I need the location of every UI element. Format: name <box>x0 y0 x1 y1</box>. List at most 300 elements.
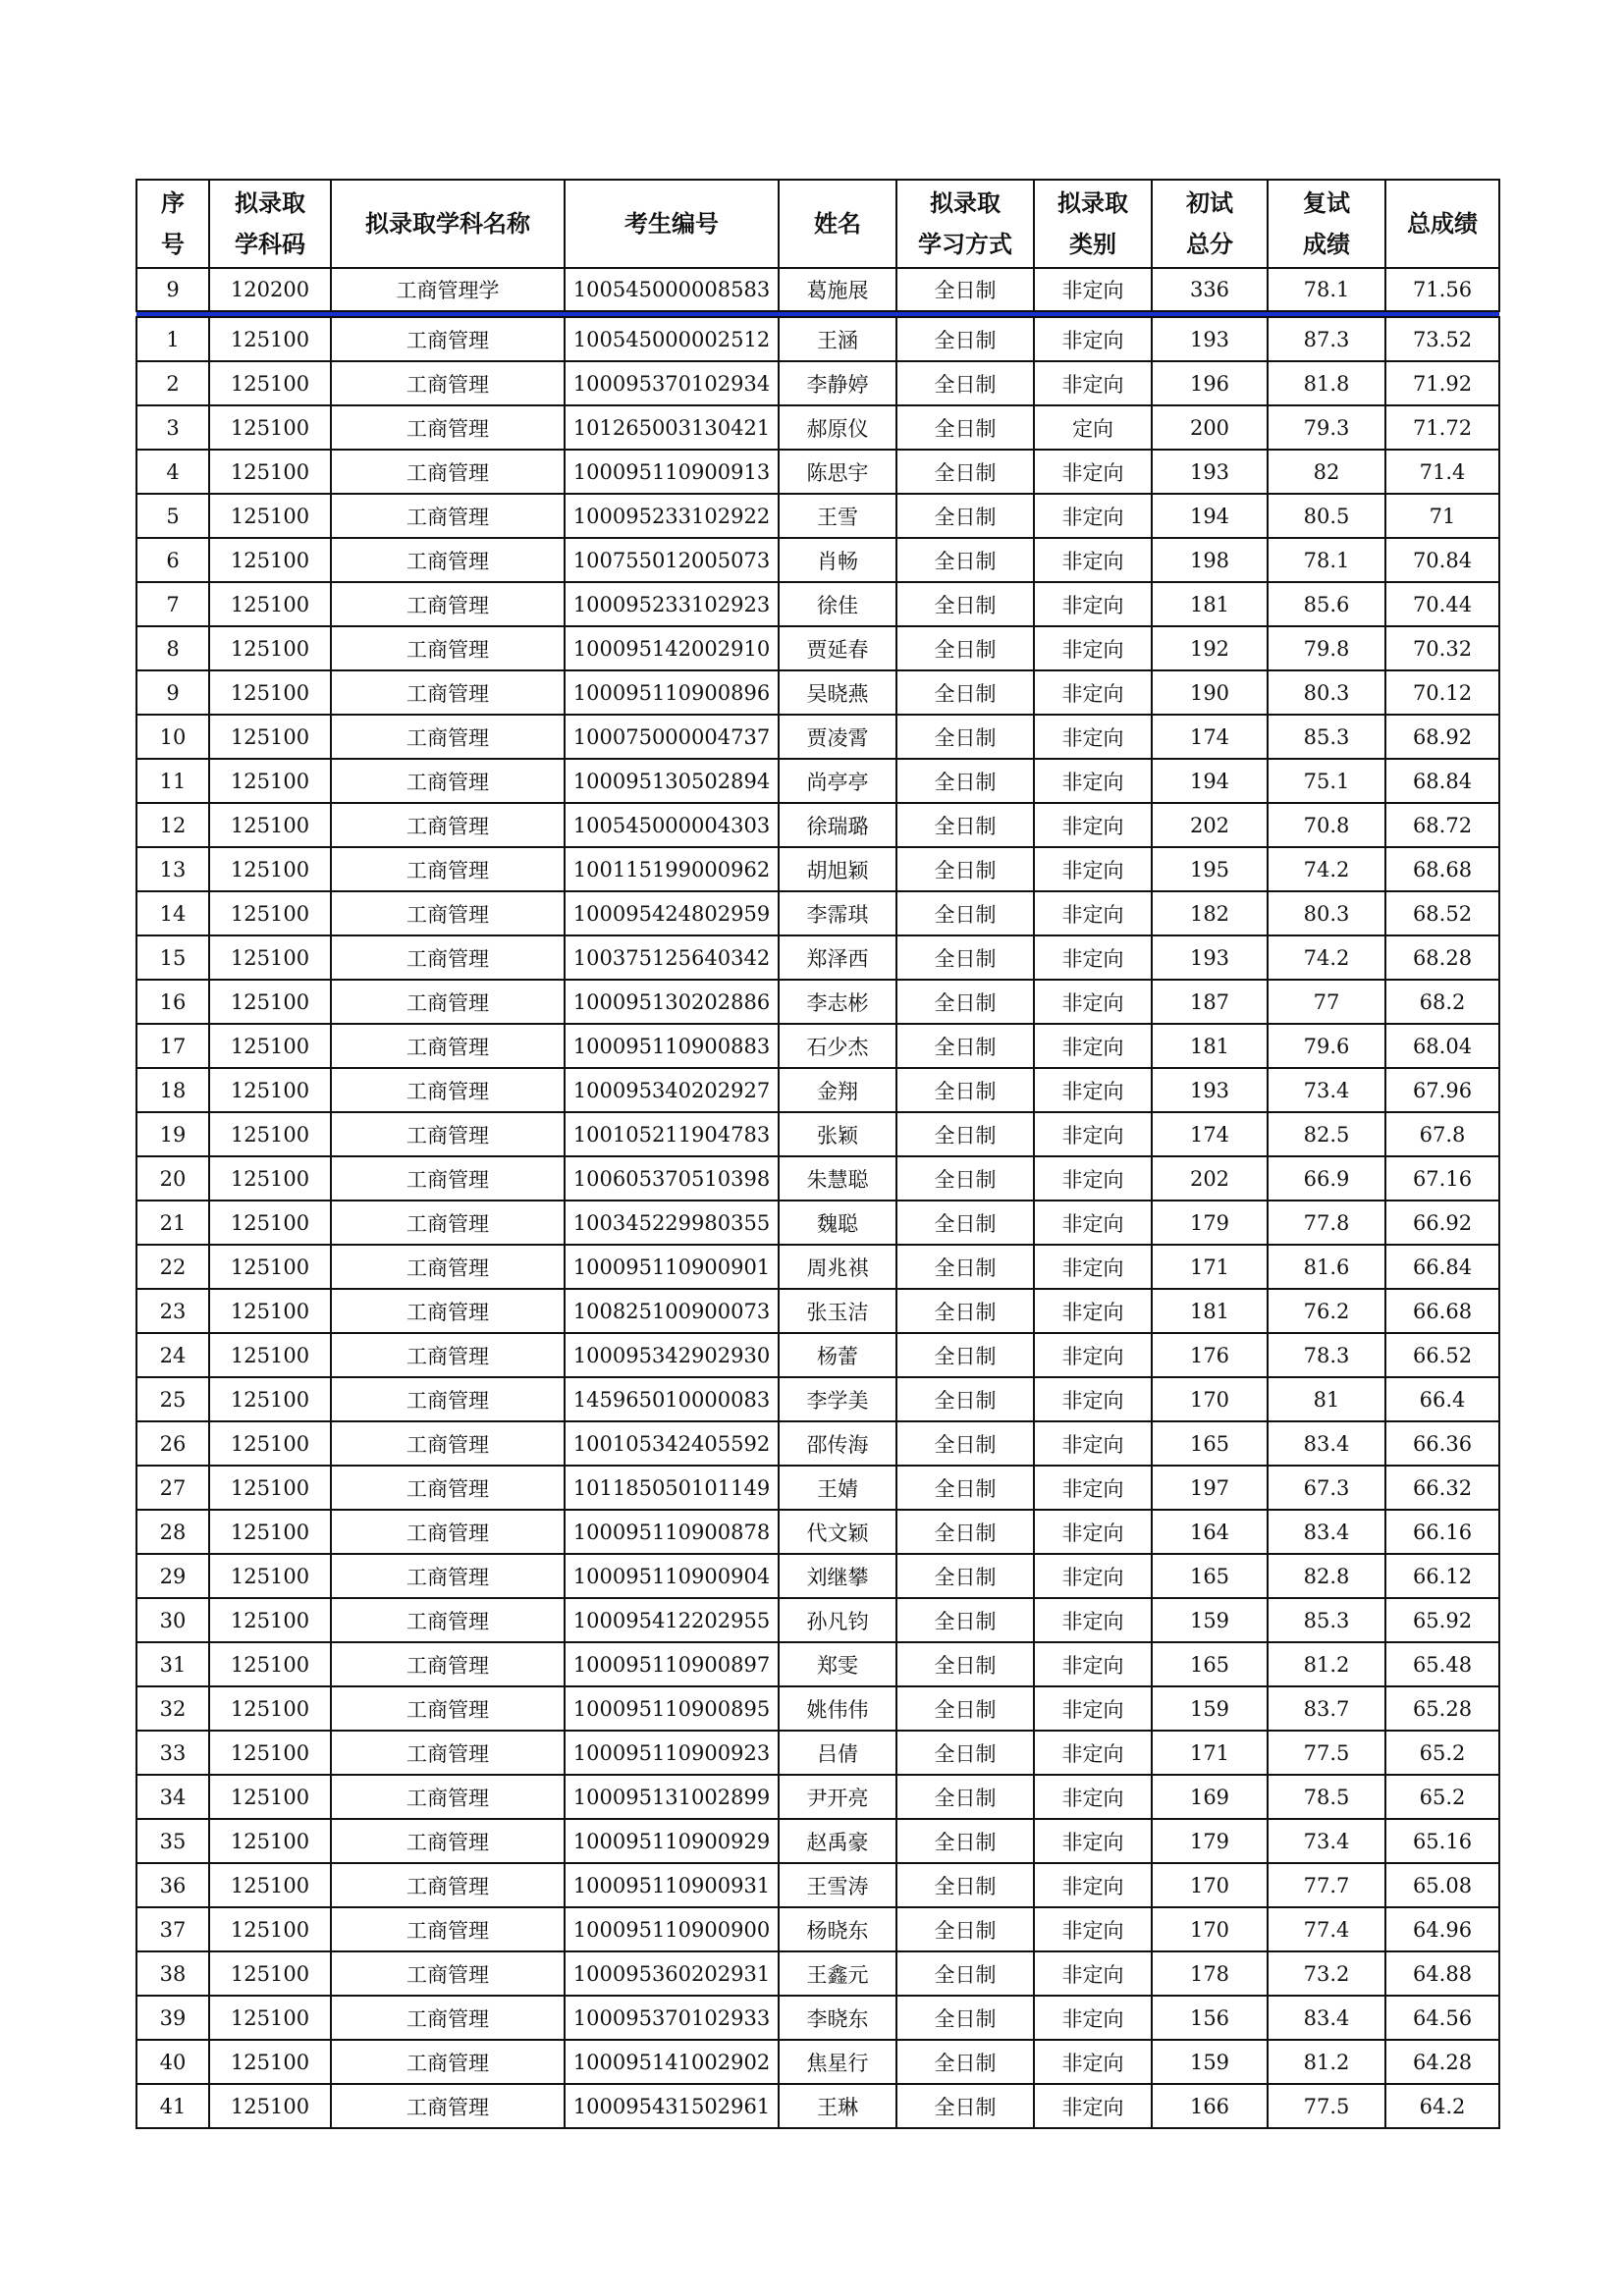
cell-name: 石少杰 <box>779 1024 896 1068</box>
cell-seq: 30 <box>136 1598 209 1642</box>
cell-name: 王涵 <box>779 317 896 361</box>
header-line: 拟录取 <box>1057 188 1128 217</box>
table-row <box>136 450 1499 494</box>
cell-name: 邵传海 <box>779 1421 896 1466</box>
cell-subject-code: 125100 <box>209 1421 331 1466</box>
table-row <box>136 1951 1499 1996</box>
cell-subject-code: 125100 <box>209 847 331 891</box>
cell-subject-code: 125100 <box>209 1510 331 1554</box>
cell-seq: 40 <box>136 2040 209 2084</box>
cell-total-score: 66.84 <box>1385 1245 1499 1289</box>
cell-total-score: 68.84 <box>1385 759 1499 803</box>
cell-total-score: 65.2 <box>1385 1731 1499 1775</box>
cell-initial-total: 202 <box>1152 1156 1268 1201</box>
cell-subject-code: 125100 <box>209 1201 331 1245</box>
cell-total-score: 68.68 <box>1385 847 1499 891</box>
cell-candidate-id: 100095110900900 <box>565 1907 779 1951</box>
cell-name: 贾延春 <box>779 626 896 670</box>
cell-retest-score: 73.4 <box>1268 1819 1385 1863</box>
cell-candidate-id: 100095110900878 <box>565 1510 779 1554</box>
cell-study-mode: 全日制 <box>896 626 1034 670</box>
cell-seq: 4 <box>136 450 209 494</box>
table-row <box>136 1510 1499 1554</box>
cell-retest-score: 81 <box>1268 1377 1385 1421</box>
table-row <box>136 847 1499 891</box>
cell-seq: 34 <box>136 1775 209 1819</box>
cell-candidate-id: 100095233102923 <box>565 582 779 626</box>
cell-initial-total: 174 <box>1152 1112 1268 1156</box>
cell-subject-name: 工商管理 <box>331 1466 565 1510</box>
table-row <box>136 1201 1499 1245</box>
cell-initial-total: 179 <box>1152 1819 1268 1863</box>
cell-subject-name: 工商管理 <box>331 2084 565 2128</box>
cell-name: 李志彬 <box>779 980 896 1024</box>
cell-study-mode: 全日制 <box>896 1686 1034 1731</box>
cell-initial-total: 197 <box>1152 1466 1268 1510</box>
cell-retest-score: 85.6 <box>1268 582 1385 626</box>
cell-category: 非定向 <box>1034 1289 1152 1333</box>
cell-seq: 39 <box>136 1996 209 2040</box>
cell-subject-code: 125100 <box>209 891 331 935</box>
cell-initial-total: 159 <box>1152 1686 1268 1731</box>
cell-category: 非定向 <box>1034 1333 1152 1377</box>
cell-initial-total: 193 <box>1152 317 1268 361</box>
cell-seq: 22 <box>136 1245 209 1289</box>
cell-name: 胡旭颖 <box>779 847 896 891</box>
cell-study-mode: 全日制 <box>896 1156 1034 1201</box>
cell-retest-score: 75.1 <box>1268 759 1385 803</box>
cell-subject-name: 工商管理 <box>331 1686 565 1731</box>
cell-study-mode: 全日制 <box>896 1289 1034 1333</box>
cell-seq: 33 <box>136 1731 209 1775</box>
cell-candidate-id: 100375125640342 <box>565 935 779 980</box>
cell-candidate-id: 100075000004737 <box>565 715 779 759</box>
table-row <box>136 2040 1499 2084</box>
cell-total-score: 70.32 <box>1385 626 1499 670</box>
cell-subject-name: 工商管理 <box>331 1996 565 2040</box>
cell-subject-name: 工商管理 <box>331 935 565 980</box>
cell-study-mode: 全日制 <box>896 1510 1034 1554</box>
cell-category: 非定向 <box>1034 2040 1152 2084</box>
cell-subject-code: 125100 <box>209 1731 331 1775</box>
cell-name: 王雪 <box>779 494 896 538</box>
cell-retest-score: 74.2 <box>1268 935 1385 980</box>
cell-total-score: 66.36 <box>1385 1421 1499 1466</box>
cell-retest-score: 79.6 <box>1268 1024 1385 1068</box>
cell-subject-name: 工商管理 <box>331 1731 565 1775</box>
cell-candidate-id: 100095110900931 <box>565 1863 779 1907</box>
cell-total-score: 71.72 <box>1385 405 1499 450</box>
cell-subject-name: 工商管理 <box>331 1156 565 1201</box>
cell-category: 非定向 <box>1034 1201 1152 1245</box>
cell-seq: 25 <box>136 1377 209 1421</box>
cell-study-mode: 全日制 <box>896 1996 1034 2040</box>
cell-subject-code: 125100 <box>209 582 331 626</box>
cell-total-score: 65.08 <box>1385 1863 1499 1907</box>
header-initial-total <box>1152 180 1268 268</box>
cell-study-mode: 全日制 <box>896 1333 1034 1377</box>
cell-name: 焦星行 <box>779 2040 896 2084</box>
cell-total-score: 67.8 <box>1385 1112 1499 1156</box>
cell-seq: 29 <box>136 1554 209 1598</box>
cell-seq: 26 <box>136 1421 209 1466</box>
cell-category: 非定向 <box>1034 1907 1152 1951</box>
cell-seq: 20 <box>136 1156 209 1201</box>
cell-subject-name: 工商管理 <box>331 538 565 582</box>
cell-seq: 36 <box>136 1863 209 1907</box>
cell-subject-name: 工商管理 <box>331 626 565 670</box>
cell-initial-total: 176 <box>1152 1333 1268 1377</box>
cell-candidate-id: 100545000008583 <box>565 268 779 311</box>
cell-candidate-id: 100095110900913 <box>565 450 779 494</box>
cell-subject-name: 工商管理 <box>331 1421 565 1466</box>
cell-subject-code: 125100 <box>209 1642 331 1686</box>
cell-subject-code: 125100 <box>209 670 331 715</box>
cell-retest-score: 74.2 <box>1268 847 1385 891</box>
cell-category: 非定向 <box>1034 1554 1152 1598</box>
cell-seq: 14 <box>136 891 209 935</box>
cell-study-mode: 全日制 <box>896 891 1034 935</box>
cell-subject-code: 120200 <box>209 268 331 311</box>
cell-candidate-id: 100095431502961 <box>565 2084 779 2128</box>
cell-seq: 37 <box>136 1907 209 1951</box>
cell-initial-total: 174 <box>1152 715 1268 759</box>
cell-subject-code: 125100 <box>209 1289 331 1333</box>
cell-candidate-id: 100095141002902 <box>565 2040 779 2084</box>
cell-candidate-id: 100105342405592 <box>565 1421 779 1466</box>
table-row <box>136 1863 1499 1907</box>
cell-candidate-id: 100095110900895 <box>565 1686 779 1731</box>
cell-total-score: 71 <box>1385 494 1499 538</box>
cell-candidate-id: 100095412202955 <box>565 1598 779 1642</box>
cell-subject-code: 125100 <box>209 538 331 582</box>
cell-retest-score: 81.6 <box>1268 1245 1385 1289</box>
cell-seq: 2 <box>136 361 209 405</box>
cell-name: 葛施展 <box>779 268 896 311</box>
cell-name: 郑泽西 <box>779 935 896 980</box>
cell-seq: 35 <box>136 1819 209 1863</box>
cell-total-score: 68.28 <box>1385 935 1499 980</box>
cell-category: 非定向 <box>1034 670 1152 715</box>
cell-total-score: 64.56 <box>1385 1996 1499 2040</box>
cell-seq: 32 <box>136 1686 209 1731</box>
cell-subject-name: 工商管理 <box>331 1024 565 1068</box>
cell-retest-score: 70.8 <box>1268 803 1385 847</box>
cell-initial-total: 170 <box>1152 1377 1268 1421</box>
cell-initial-total: 194 <box>1152 494 1268 538</box>
cell-study-mode: 全日制 <box>896 268 1034 311</box>
cell-candidate-id: 100605370510398 <box>565 1156 779 1201</box>
cell-retest-score: 83.4 <box>1268 1510 1385 1554</box>
cell-retest-score: 81.2 <box>1268 1642 1385 1686</box>
cell-name: 金翔 <box>779 1068 896 1112</box>
cell-name: 吕倩 <box>779 1731 896 1775</box>
cell-initial-total: 159 <box>1152 1598 1268 1642</box>
cell-total-score: 64.28 <box>1385 2040 1499 2084</box>
cell-category: 非定向 <box>1034 450 1152 494</box>
table-row <box>136 935 1499 980</box>
cell-retest-score: 78.5 <box>1268 1775 1385 1819</box>
table-row <box>136 361 1499 405</box>
cell-candidate-id: 100545000002512 <box>565 317 779 361</box>
cell-retest-score: 87.3 <box>1268 317 1385 361</box>
cell-category: 非定向 <box>1034 1996 1152 2040</box>
cell-candidate-id: 100345229980355 <box>565 1201 779 1245</box>
cell-name: 王琳 <box>779 2084 896 2128</box>
cell-study-mode: 全日制 <box>896 1598 1034 1642</box>
cell-initial-total: 198 <box>1152 538 1268 582</box>
cell-study-mode: 全日制 <box>896 1731 1034 1775</box>
cell-subject-name: 工商管理 <box>331 450 565 494</box>
cell-study-mode: 全日制 <box>896 405 1034 450</box>
cell-retest-score: 83.4 <box>1268 1996 1385 2040</box>
table-row <box>136 1421 1499 1466</box>
cell-category: 非定向 <box>1034 1421 1152 1466</box>
cell-retest-score: 77.5 <box>1268 2084 1385 2128</box>
cell-candidate-id: 100105211904783 <box>565 1112 779 1156</box>
cell-name: 王雪涛 <box>779 1863 896 1907</box>
cell-retest-score: 82.5 <box>1268 1112 1385 1156</box>
cell-candidate-id: 100095110900923 <box>565 1731 779 1775</box>
cell-subject-name: 工商管理 <box>331 1951 565 1996</box>
cell-subject-code: 125100 <box>209 1907 331 1951</box>
cell-name: 李静婷 <box>779 361 896 405</box>
cell-subject-code: 125100 <box>209 1377 331 1421</box>
cell-retest-score: 66.9 <box>1268 1156 1385 1201</box>
cell-initial-total: 182 <box>1152 891 1268 935</box>
cell-subject-code: 125100 <box>209 1554 331 1598</box>
admission-table <box>135 179 1500 2129</box>
cell-category: 非定向 <box>1034 1686 1152 1731</box>
cell-initial-total: 181 <box>1152 1289 1268 1333</box>
header-line: 拟录取 <box>930 188 1001 217</box>
cell-category: 非定向 <box>1034 582 1152 626</box>
cell-retest-score: 81.2 <box>1268 2040 1385 2084</box>
cell-initial-total: 170 <box>1152 1863 1268 1907</box>
header-subject-code <box>209 180 331 268</box>
cell-candidate-id: 100115199000962 <box>565 847 779 891</box>
cell-candidate-id: 101265003130421 <box>565 405 779 450</box>
cell-study-mode: 全日制 <box>896 1775 1034 1819</box>
cell-name: 徐佳 <box>779 582 896 626</box>
cell-total-score: 66.16 <box>1385 1510 1499 1554</box>
cell-seq: 19 <box>136 1112 209 1156</box>
cell-candidate-id: 100095342902930 <box>565 1333 779 1377</box>
table-row <box>136 1024 1499 1068</box>
cell-seq: 11 <box>136 759 209 803</box>
cell-candidate-id: 100095130502894 <box>565 759 779 803</box>
cell-category: 非定向 <box>1034 1598 1152 1642</box>
cell-study-mode: 全日制 <box>896 980 1034 1024</box>
header-category <box>1034 180 1152 268</box>
table-row <box>136 1598 1499 1642</box>
cell-subject-code: 125100 <box>209 1996 331 2040</box>
cell-seq: 15 <box>136 935 209 980</box>
cell-category: 非定向 <box>1034 538 1152 582</box>
header-line: 号 <box>161 230 185 258</box>
cell-candidate-id: 100095131002899 <box>565 1775 779 1819</box>
cell-retest-score: 83.7 <box>1268 1686 1385 1731</box>
cell-category: 非定向 <box>1034 1775 1152 1819</box>
cell-subject-code: 125100 <box>209 2084 331 2128</box>
cell-subject-code: 125100 <box>209 935 331 980</box>
cell-candidate-id: 100095370102934 <box>565 361 779 405</box>
cell-study-mode: 全日制 <box>896 538 1034 582</box>
cell-subject-code: 125100 <box>209 1024 331 1068</box>
table-body <box>136 268 1499 2128</box>
table-row <box>136 405 1499 450</box>
cell-category: 非定向 <box>1034 935 1152 980</box>
cell-seq: 28 <box>136 1510 209 1554</box>
cell-retest-score: 82 <box>1268 450 1385 494</box>
cell-study-mode: 全日制 <box>896 1377 1034 1421</box>
cell-name: 朱慧聪 <box>779 1156 896 1201</box>
header-seq <box>136 180 209 268</box>
cell-category: 非定向 <box>1034 2084 1152 2128</box>
cell-subject-code: 125100 <box>209 1068 331 1112</box>
cell-subject-code: 125100 <box>209 1863 331 1907</box>
table-row <box>136 626 1499 670</box>
cell-initial-total: 200 <box>1152 405 1268 450</box>
cell-total-score: 66.32 <box>1385 1466 1499 1510</box>
table-row <box>136 1731 1499 1775</box>
cell-initial-total: 187 <box>1152 980 1268 1024</box>
cell-seq: 21 <box>136 1201 209 1245</box>
cell-name: 吴晓燕 <box>779 670 896 715</box>
cell-subject-name: 工商管理 <box>331 1554 565 1598</box>
cell-subject-name: 工商管理 <box>331 317 565 361</box>
cell-candidate-id: 100755012005073 <box>565 538 779 582</box>
cell-subject-name: 工商管理 <box>331 1819 565 1863</box>
cell-subject-code: 125100 <box>209 980 331 1024</box>
header-subject-name <box>331 180 565 268</box>
cell-subject-code: 125100 <box>209 317 331 361</box>
cell-seq: 16 <box>136 980 209 1024</box>
cell-category: 非定向 <box>1034 891 1152 935</box>
cell-category: 非定向 <box>1034 759 1152 803</box>
cell-subject-name: 工商管理 <box>331 1245 565 1289</box>
cell-name: 魏聪 <box>779 1201 896 1245</box>
cell-subject-name: 工商管理 <box>331 1642 565 1686</box>
cell-initial-total: 165 <box>1152 1554 1268 1598</box>
cell-retest-score: 85.3 <box>1268 715 1385 759</box>
cell-subject-code: 125100 <box>209 1156 331 1201</box>
cell-name: 肖畅 <box>779 538 896 582</box>
cell-category: 非定向 <box>1034 1466 1152 1510</box>
cell-name: 刘继攀 <box>779 1554 896 1598</box>
cell-candidate-id: 100825100900073 <box>565 1289 779 1333</box>
table-row <box>136 538 1499 582</box>
header-line: 类别 <box>1069 230 1116 258</box>
cell-total-score: 65.92 <box>1385 1598 1499 1642</box>
table-row <box>136 1642 1499 1686</box>
cell-initial-total: 169 <box>1152 1775 1268 1819</box>
cell-subject-name: 工商管理 <box>331 1598 565 1642</box>
cell-category: 非定向 <box>1034 268 1152 311</box>
cell-retest-score: 79.3 <box>1268 405 1385 450</box>
cell-subject-name: 工商管理 <box>331 759 565 803</box>
cell-retest-score: 76.2 <box>1268 1289 1385 1333</box>
cell-initial-total: 165 <box>1152 1421 1268 1466</box>
cell-retest-score: 73.4 <box>1268 1068 1385 1112</box>
cell-initial-total: 195 <box>1152 847 1268 891</box>
cell-initial-total: 171 <box>1152 1245 1268 1289</box>
cell-subject-code: 125100 <box>209 450 331 494</box>
cell-candidate-id: 100095110900904 <box>565 1554 779 1598</box>
cell-category: 非定向 <box>1034 715 1152 759</box>
cell-subject-name: 工商管理 <box>331 494 565 538</box>
cell-candidate-id: 100095110900896 <box>565 670 779 715</box>
cell-seq: 23 <box>136 1289 209 1333</box>
cell-study-mode: 全日制 <box>896 1819 1034 1863</box>
cell-name: 王婧 <box>779 1466 896 1510</box>
cell-subject-name: 工商管理 <box>331 1510 565 1554</box>
cell-total-score: 68.92 <box>1385 715 1499 759</box>
cell-subject-name: 工商管理 <box>331 1333 565 1377</box>
cell-retest-score: 77.5 <box>1268 1731 1385 1775</box>
cell-study-mode: 全日制 <box>896 1863 1034 1907</box>
cell-retest-score: 77.7 <box>1268 1863 1385 1907</box>
cell-total-score: 71.56 <box>1385 268 1499 311</box>
cell-category: 非定向 <box>1034 1377 1152 1421</box>
cell-subject-name: 工商管理 <box>331 405 565 450</box>
table-row <box>136 1907 1499 1951</box>
cell-subject-name: 工商管理 <box>331 1863 565 1907</box>
cell-initial-total: 156 <box>1152 1996 1268 2040</box>
table-row <box>136 803 1499 847</box>
cell-name: 姚伟伟 <box>779 1686 896 1731</box>
table-row <box>136 980 1499 1024</box>
cell-candidate-id: 100095130202886 <box>565 980 779 1024</box>
cell-subject-code: 125100 <box>209 361 331 405</box>
cell-subject-name: 工商管理 <box>331 1112 565 1156</box>
cell-name: 贾凌霄 <box>779 715 896 759</box>
cell-category: 非定向 <box>1034 1819 1152 1863</box>
cell-study-mode: 全日制 <box>896 317 1034 361</box>
header-line: 成绩 <box>1303 230 1350 258</box>
cell-candidate-id: 100095110900883 <box>565 1024 779 1068</box>
cell-subject-name: 工商管理 <box>331 670 565 715</box>
cell-initial-total: 193 <box>1152 450 1268 494</box>
cell-category: 定向 <box>1034 405 1152 450</box>
cell-seq: 38 <box>136 1951 209 1996</box>
table-row <box>136 268 1499 311</box>
cell-study-mode: 全日制 <box>896 715 1034 759</box>
cell-seq: 9 <box>136 670 209 715</box>
cell-total-score: 71.92 <box>1385 361 1499 405</box>
cell-category: 非定向 <box>1034 847 1152 891</box>
cell-category: 非定向 <box>1034 1024 1152 1068</box>
cell-seq: 10 <box>136 715 209 759</box>
cell-subject-code: 125100 <box>209 1775 331 1819</box>
cell-retest-score: 77 <box>1268 980 1385 1024</box>
admission-list-sheet <box>135 179 1498 2129</box>
cell-subject-name: 工商管理 <box>331 847 565 891</box>
cell-study-mode: 全日制 <box>896 1642 1034 1686</box>
header-line: 总成绩 <box>1407 209 1478 238</box>
cell-name: 陈思宇 <box>779 450 896 494</box>
cell-category: 非定向 <box>1034 317 1152 361</box>
cell-total-score: 66.52 <box>1385 1333 1499 1377</box>
cell-category: 非定向 <box>1034 980 1152 1024</box>
cell-subject-name: 工商管理 <box>331 1289 565 1333</box>
cell-name: 张颖 <box>779 1112 896 1156</box>
header-line: 学科码 <box>235 230 305 258</box>
cell-total-score: 64.96 <box>1385 1907 1499 1951</box>
cell-candidate-id: 100095233102922 <box>565 494 779 538</box>
cell-candidate-id: 100095424802959 <box>565 891 779 935</box>
table-row <box>136 1775 1499 1819</box>
